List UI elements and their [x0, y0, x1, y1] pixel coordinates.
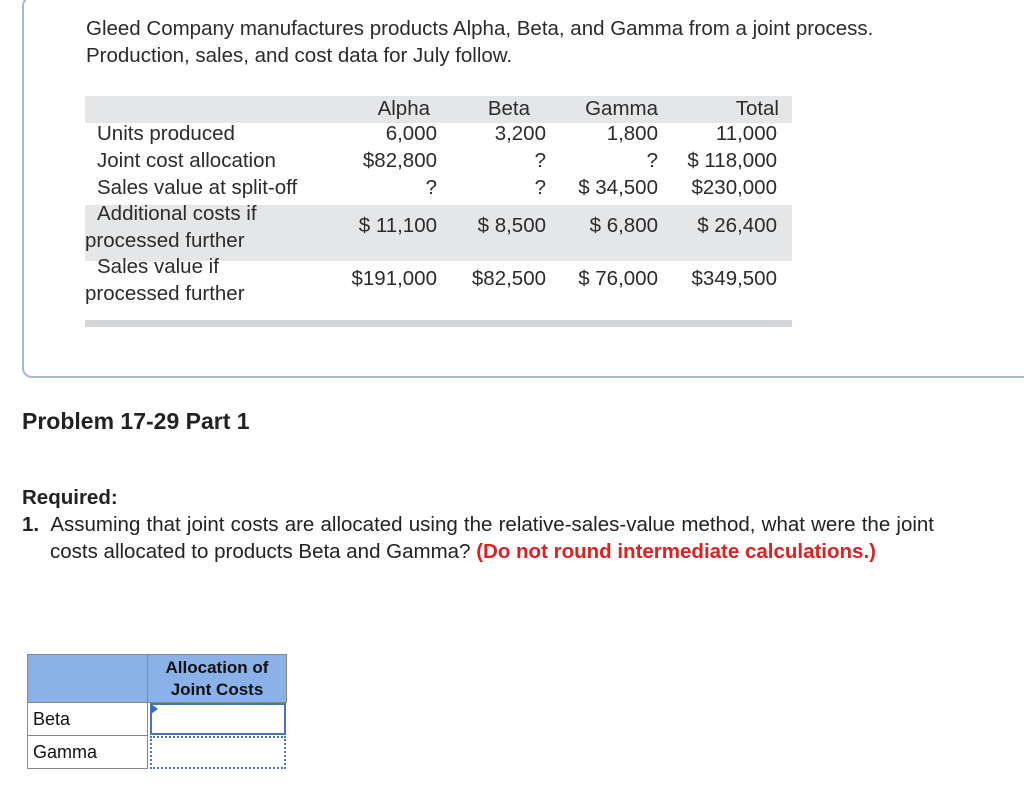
row-label-units-produced: Units produced	[97, 122, 235, 145]
table-bottom-bar	[85, 320, 792, 327]
row-label-sales-split-off: Sales value at split-off	[97, 176, 298, 199]
cell-alpha-units: 6,000	[385, 122, 437, 145]
cell-total-split-off: $230,000	[691, 176, 777, 199]
row-label-additional-costs-2: processed further	[85, 229, 245, 252]
production-data-table	[85, 96, 792, 328]
required-section	[22, 484, 934, 565]
cell-alpha-sales-processed: $191,000	[351, 267, 437, 290]
col-header-total: Total	[735, 97, 779, 120]
cell-alpha-split-off: ?	[425, 176, 437, 199]
cell-gamma-sales-processed: $ 76,000	[578, 267, 658, 290]
cell-alpha-joint-cost: $82,800	[362, 149, 437, 172]
beta-allocation-input[interactable]	[150, 703, 286, 735]
answer-column-header: Allocation of Joint Costs	[148, 654, 287, 703]
required-question	[22, 511, 934, 565]
cell-total-units: 11,000	[715, 122, 777, 145]
required-heading: Required:	[22, 486, 118, 509]
row-label-additional-costs-1: Additional costs if	[97, 202, 257, 225]
active-cell-marker-icon	[151, 704, 158, 714]
cell-total-additional: $ 26,400	[697, 214, 777, 237]
intro-line-1: Gleed Company manufactures products Alpha, Beta, and Gamma from a joint process.	[86, 17, 874, 40]
problem-title: Problem 17-29 Part 1	[22, 408, 250, 434]
cell-beta-additional: $ 8,500	[477, 214, 546, 237]
answer-row-label-gamma: Gamma	[27, 736, 148, 769]
row-label-sales-processed-1: Sales value if	[97, 255, 219, 278]
answer-row-label-beta: Beta	[27, 703, 148, 736]
row-label-joint-cost: Joint cost allocation	[97, 149, 276, 172]
row-label-sales-processed-2: processed further	[85, 282, 245, 305]
cell-gamma-units: 1,800	[606, 122, 658, 145]
cell-alpha-additional: $ 11,100	[358, 214, 437, 237]
gamma-allocation-input[interactable]	[150, 736, 286, 769]
col-header-beta: Beta	[487, 97, 530, 120]
intro-line-2: Production, sales, and cost data for July follow.	[86, 44, 513, 67]
problem-intro	[86, 15, 1006, 69]
cell-beta-units: 3,200	[494, 122, 546, 145]
col-header-alpha: Alpha	[377, 97, 430, 120]
answer-table-corner	[27, 654, 148, 703]
cell-gamma-additional: $ 6,800	[589, 214, 658, 237]
cell-gamma-split-off: $ 34,500	[578, 176, 658, 199]
rounding-note: (Do not round intermediate calculations.)	[476, 540, 876, 563]
cell-total-joint-cost: $ 118,000	[687, 149, 777, 172]
cell-beta-sales-processed: $82,500	[471, 267, 546, 290]
cell-gamma-joint-cost: ?	[646, 149, 658, 172]
col-header-gamma: Gamma	[585, 97, 658, 120]
cell-beta-split-off: ?	[534, 176, 546, 199]
question-text: Assuming that joint costs are allocated using the relative-sales-value method, what were the joint costs allocated to products Beta and Gamma?	[50, 513, 935, 563]
cell-beta-joint-cost: ?	[534, 149, 546, 172]
question-number: 1.	[22, 513, 40, 536]
cell-total-sales-processed: $349,500	[691, 267, 777, 290]
